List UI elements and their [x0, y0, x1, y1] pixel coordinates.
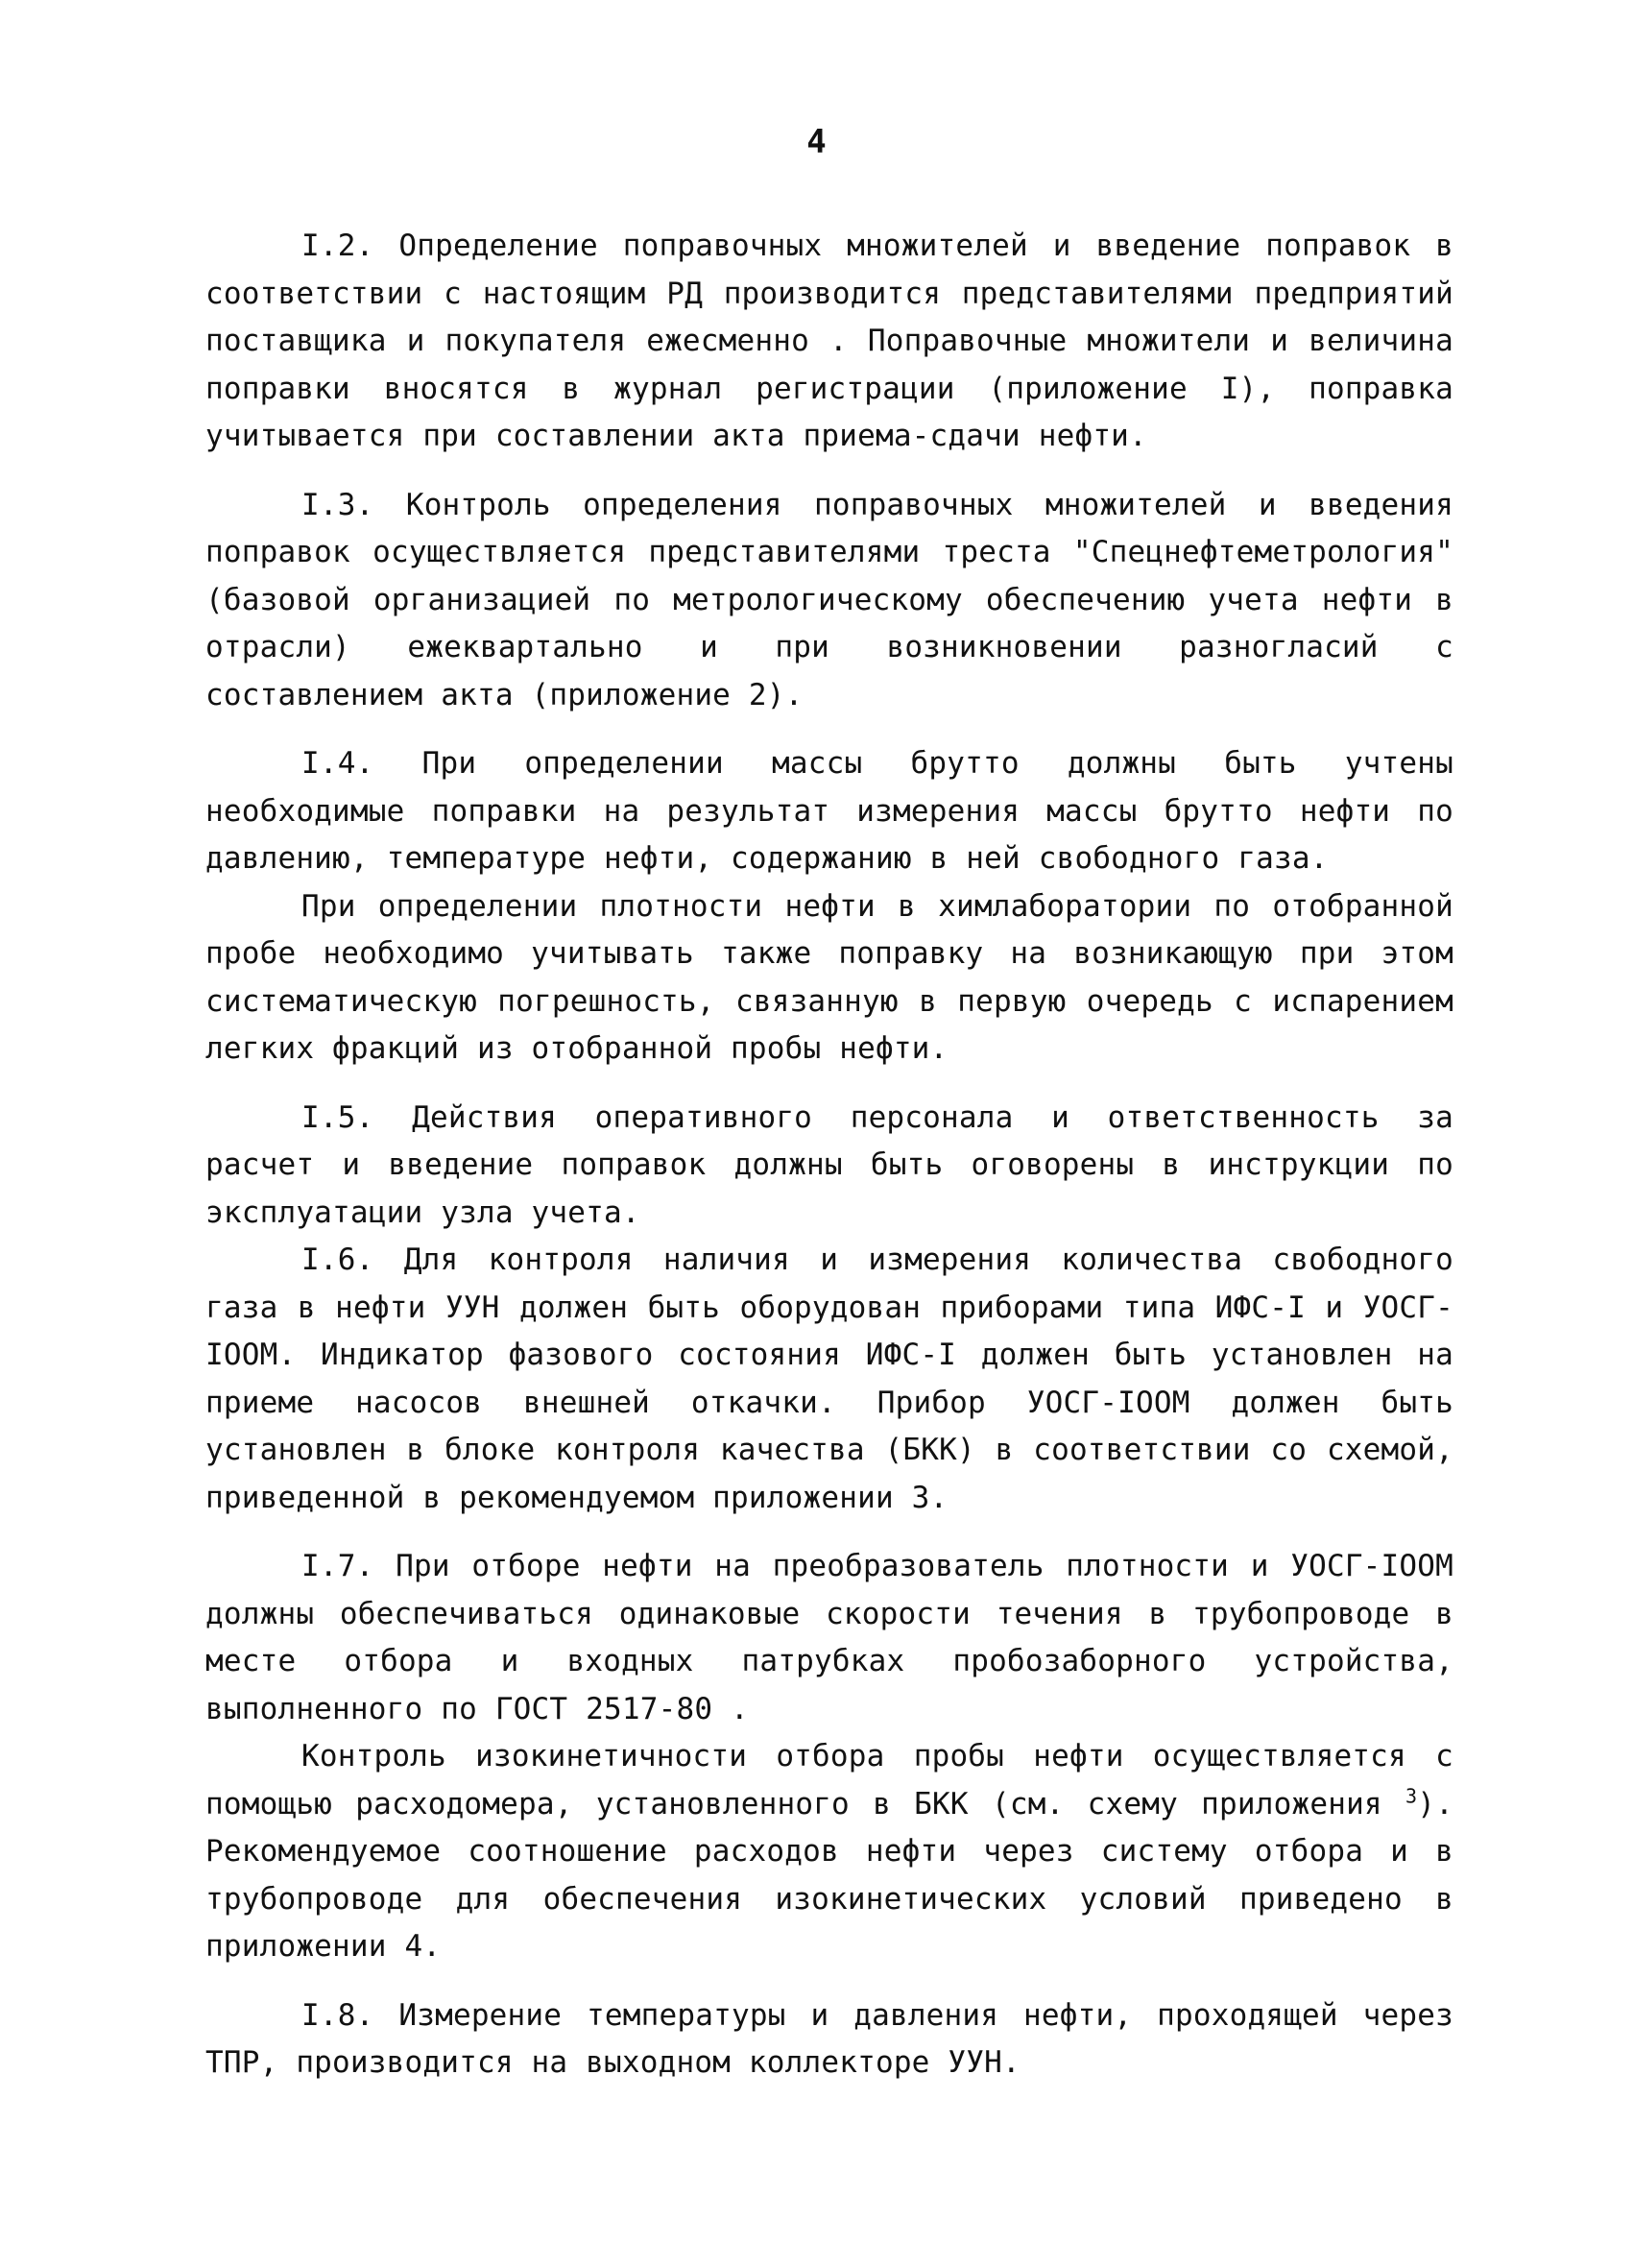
paragraph-1-4-continued: При определении плотности нефти в химлаборатории по отобранной пробе необходимо учитывать также поправку на возникающую при этом систематическую погрешность, связанную в первую очередь с испарением легких фракций из отобранной пробы нефти.: [205, 888, 1453, 1066]
paragraph-1-2: I.2. Определение поправочных множителей и введение поправок в соответствии с настоящим РД производится представителями предприятий поставщика и покупателя ежесменно . Поправочные множители и величина поправки вносятся в журнал регистрации (приложение I), поправка учитывается при составлении акта приема-сдачи нефти.: [205, 229, 1453, 453]
paragraph-1-5: I.5. Действия оперативного персонала и ответственность за расчет и введение поправок должны быть оговорены в инструкции по эксплуатации узла учета.: [205, 1099, 1453, 1230]
paragraph-1-4: I.4. При определении массы брутто должны быть учтены необходимые поправки на результат измерения массы брутто нефти по давлению, температуре нефти, содержанию в ней свободного газа.: [205, 746, 1453, 876]
paragraph-1-7-continued-start: Контроль изокинетичности отбора пробы нефти осуществляется с помощью расходомера, установленного в БКК (см. схему приложения: [205, 1739, 1453, 1822]
paragraph-1-7-continued-end: ). Рекомендуемое соотношение расходов нефти через систему отбора и в трубопроводе для обеспечения изокинетических условий приведено в приложении 4.: [205, 1786, 1454, 1964]
paragraph-1-8: I.8. Измерение температуры и давления нефти, проходящей через ТПР, производится на выходном коллекторе УУН.: [205, 1997, 1453, 2080]
appendix-superscript: 3: [1405, 1784, 1418, 1808]
page-number: 4: [806, 123, 827, 161]
paragraph-1-7: I.7. При отборе нефти на преобразователь плотности и УОСГ-IOOM должны обеспечиваться одинаковые скорости течения в трубопроводе в месте отбора и входных патрубках пробозаборного устройства, выполненного по ГОСТ 2517-80 .: [205, 1549, 1453, 1726]
paragraph-1-7-continued: [205, 1733, 1453, 1971]
document-body: [205, 223, 1453, 2087]
paragraph-1-3: I.3. Контроль определения поправочных множителей и введения поправок осуществляется представителями треста "Спецнефтеметрология" (базовой организацией по метрологическому обеспечению учета нефти в отрасли) ежеквартально и при возникновении разногласий с составлением акта (приложение 2).: [205, 487, 1453, 712]
paragraph-1-6: I.6. Для контроля наличия и измерения количества свободного газа в нефти УУН должен быть оборудован приборами типа ИФС-I и УОСГ-IOOM. Индикатор фазового состояния ИФС-I должен быть установлен на приеме насосов внешней откачки. Прибор УОСГ-IOOM должен быть установлен в блоке контроля качества (БКК) в соответствии со схемой, приведенной в рекомендуемом приложении 3.: [205, 1243, 1453, 1515]
